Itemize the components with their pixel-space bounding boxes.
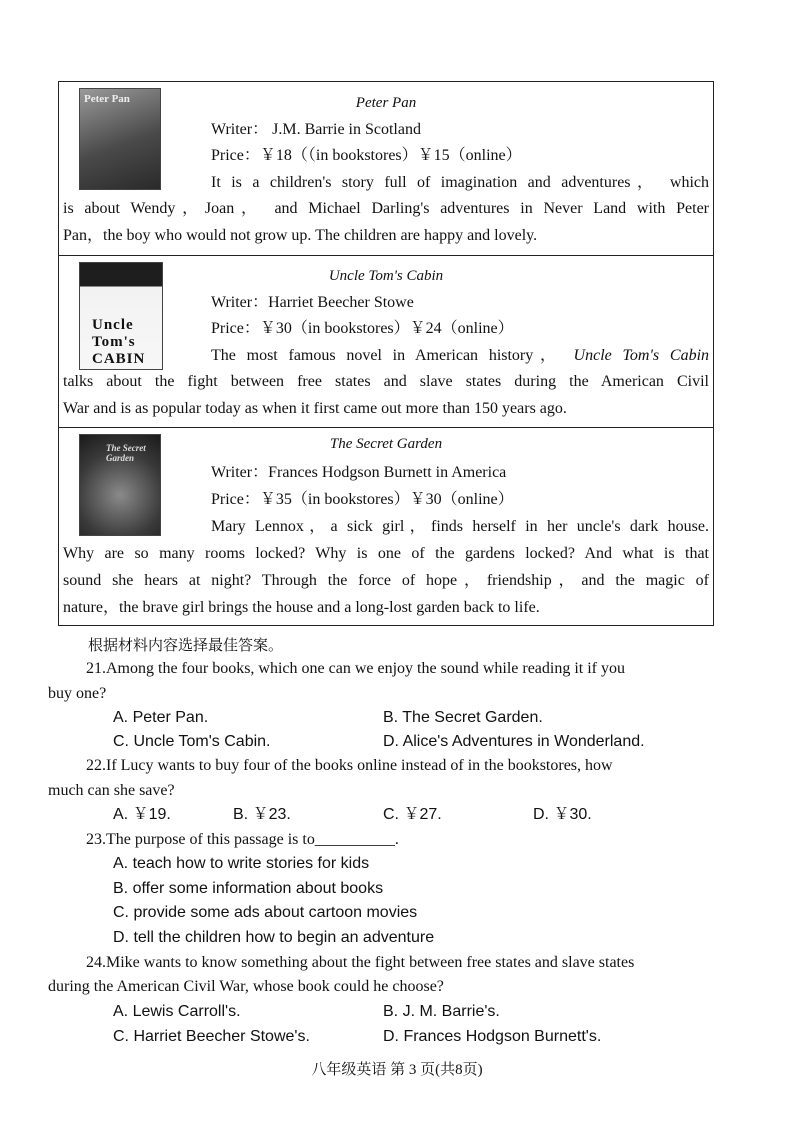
desc-book-title: Uncle Tom's Cabin xyxy=(573,347,710,364)
desc-text: The most famous novel in American history， xyxy=(211,347,563,364)
cover-text: The Secret Garden xyxy=(106,443,146,463)
page-footer: 八年级英语 第 3 页(共8页) xyxy=(311,1062,483,1078)
question-21-stem-cont: buy one? xyxy=(48,685,107,702)
q24-option-c: C. Harriet Beecher Stowe's. xyxy=(113,1028,310,1045)
q21-option-c: C. Uncle Tom's Cabin. xyxy=(113,733,271,750)
book-desc-line: talks about the fight between free states and slave states during the American Civil xyxy=(63,373,709,390)
q23-option-b: B. offer some information about books xyxy=(113,880,384,897)
question-23-stem: 23.The purpose of this passage is to__________. xyxy=(86,831,399,848)
question-24-stem-cont: during the American Civil War, whose book could he choose? xyxy=(48,978,444,995)
book-desc-line: War and is as popular today as when it first came out more than 150 years ago. xyxy=(63,400,567,417)
question-24-stem: 24.Mike wants to know something about the fight between free states and slave states xyxy=(86,954,635,971)
q23-option-c: C. provide some ads about cartoon movies xyxy=(113,904,418,921)
cover-text: Uncle Tom's CABIN xyxy=(92,317,146,367)
q22-option-d: D. ￥30. xyxy=(533,806,592,823)
book-title: Uncle Tom's Cabin xyxy=(328,268,444,284)
book-title: The Secret Garden xyxy=(329,436,443,452)
q22-option-a: A. ￥19. xyxy=(113,806,171,823)
book-desc-line: nature，the brave girl brings the house and a long-lost garden back to life. xyxy=(63,599,540,616)
q24-option-a: A. Lewis Carroll's. xyxy=(113,1003,241,1020)
question-22-stem: 22.If Lucy wants to buy four of the books online instead of in the bookstores, how xyxy=(86,757,613,774)
book-entry-peter-pan xyxy=(59,82,713,256)
q21-option-b: B. The Secret Garden. xyxy=(383,709,543,726)
book-desc-line: is about Wendy，Joan， and Michael Darling's adventures in Never Land with Peter xyxy=(63,200,710,217)
q22-option-c: C. ￥27. xyxy=(383,806,442,823)
q23-option-a: A. teach how to write stories for kids xyxy=(113,855,370,872)
book-desc-line: It is a children's story full of imagination and adventures， which xyxy=(211,174,709,191)
cover-text: Peter Pan xyxy=(84,93,130,105)
book-desc-line: sound she hears at night? Through the force of hope，friendship，and the magic of xyxy=(63,572,709,589)
q24-option-b: B. J. M. Barrie's. xyxy=(383,1003,500,1020)
question-21-stem: 21.Among the four books, which one can we enjoy the sound while reading it if you xyxy=(86,660,625,677)
book-desc-line: Pan，the boy who would not grow up. The children are happy and lovely. xyxy=(63,227,538,244)
instruction: 根据材料内容选择最佳答案。 xyxy=(88,636,284,654)
book-title: Peter Pan xyxy=(355,95,417,111)
book-writer: Writer：Harriet Beecher Stowe xyxy=(211,294,414,311)
book-price: Price：￥30（in bookstores）￥24（online） xyxy=(211,320,514,337)
book-desc-line: Why are so many rooms locked? Why is one of the gardens locked? And what is that xyxy=(63,545,709,562)
q23-option-d: D. tell the children how to begin an adventure xyxy=(113,929,435,946)
book-desc-line: Mary Lennox，a sick girl，finds herself in her uncle's dark house. xyxy=(211,518,709,535)
book-writer: Writer：Frances Hodgson Burnett in America xyxy=(211,464,507,481)
book-price: Price：￥35（in bookstores）￥30（online） xyxy=(211,491,514,508)
books-table xyxy=(58,81,714,626)
book-price: Price：￥18（（in bookstores）￥15（online） xyxy=(211,147,522,164)
book-desc-line xyxy=(211,346,709,366)
book-entry-uncle-toms-cabin xyxy=(59,256,713,428)
q24-option-d: D. Frances Hodgson Burnett's. xyxy=(383,1028,602,1045)
q22-option-b: B. ￥23. xyxy=(233,806,291,823)
q21-option-a: A. Peter Pan. xyxy=(113,709,209,726)
question-22-stem-cont: much can she save? xyxy=(48,782,175,799)
book-entry-secret-garden xyxy=(59,428,713,625)
book-writer: Writer： J.M. Barrie in Scotland xyxy=(211,121,421,138)
q21-option-d: D. Alice's Adventures in Wonderland. xyxy=(383,733,645,750)
